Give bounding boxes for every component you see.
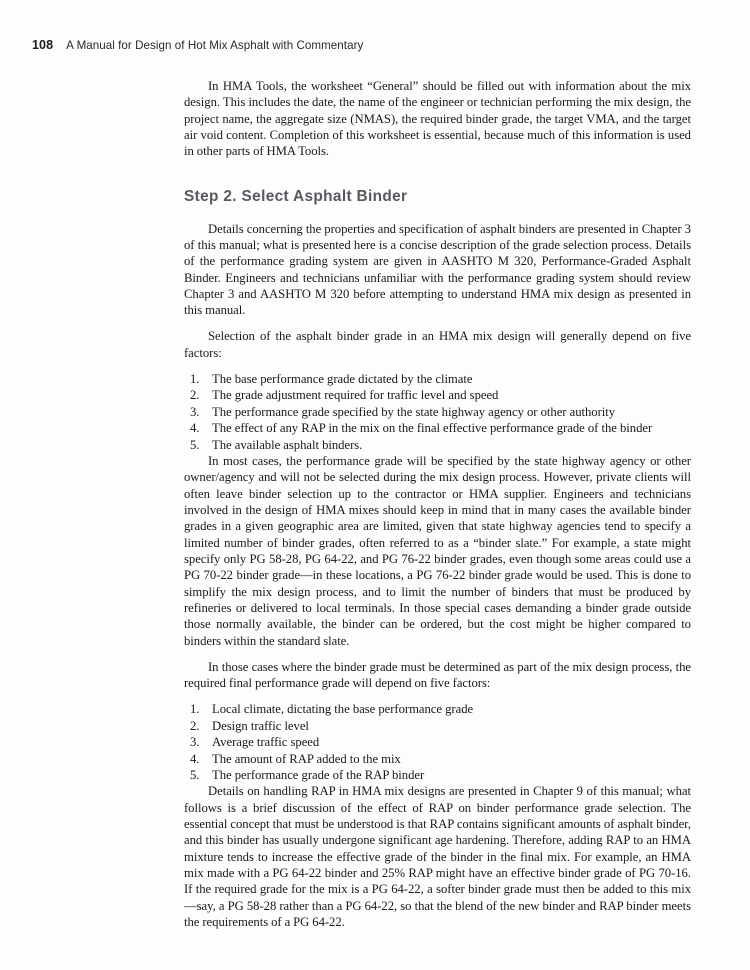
list-item-number: 1. [190,702,200,717]
list-item-text: The amount of RAP added to the mix [212,751,401,766]
paragraph-most-cases: In most cases, the performance grade will be specified by the state highway agency or other owner/agency and will not be selected during the mix design process. However, private clients will often leave binder selection up to the contractor or HMA supplier. Engineers and technicians involved in the design of HMA mixes should keep in mind that in many cases the available binder grades in a given geographic area are limited, given that state highway agencies tend to specify a limited number of binder grades, often referred to as a “binder slate.” For example, a state might specify only PG 58-28, PG 64-22, and PG 76-22 binder grades, even though some areas could use a PG 70-22 binder grade—in these locations, a PG 76-22 binder grade would be used. This is done to simplify the mix design process, and to limit the number of binders that must be produced by refineries or delivered to local terminals. In those special cases demanding a binder grade outside those normally available, the binder can be ordered, but the cost might be higher compared to binders within the standard slate. [184,454,691,648]
factors-list-final-grade [184,701,691,783]
list-item-text: The available asphalt binders. [212,437,363,452]
list-item-text: The grade adjustment required for traffic level and speed [212,388,499,403]
list-item [184,718,691,734]
paragraph-rap-handling: Details on handling RAP in HMA mix designs are presented in Chapter 9 of this manual; what follows is a brief discussion of the effect of RAP on binder performance grade selection. The essential concept that must be understood is that RAP contains significant amounts of asphalt binder, and this binder has usually undergone significant age hardening. Therefore, adding RAP to an HMA mixture tends to increase the effective grade of the binder in the final mix. For example, an HMA mix made with a PG 64-22 binder and 25% RAP might have an effective binder grade of PG 70-16. If the required grade for the mix is a PG 64-22, a softer binder grade must then be added to this mix—say, a PG 58-28 rather than a PG 64-22, so that the blend of the new binder and RAP binder meets the requirements of a PG 64-22. [184,784,691,930]
list-item [184,751,691,767]
section-heading-block [184,187,691,206]
list-item [184,767,691,783]
list-item [184,734,691,750]
paragraph-binder-details: Details concerning the properties and specification of asphalt binders are presented in Chapter 3 of this manual; what is presented here is a concise description of the grade selection process. Details of the performance grading system are given in AASHTO M 320, Performance-Graded Asphalt Binder. Engineers and technicians unfamiliar with the performance grading system should review Chapter 3 and AASHTO M 320 before attempting to understand HMA mix design as presented in this manual. [184,221,691,318]
list-item-text: The effect of any RAP in the mix on the final effective performance grade of the binder [212,421,653,436]
list-item [184,701,691,717]
list-item-text: Design traffic level [212,718,309,733]
list-item [184,420,691,436]
factors-list-binder-grade [184,371,691,453]
running-head [32,38,718,52]
list-item-number: 2. [190,388,200,403]
list-item-number: 1. [190,371,200,386]
list-item [184,387,691,403]
list-item [184,437,691,453]
running-head-title: A Manual for Design of Hot Mix Asphalt with Commentary [66,39,364,52]
list-item-text: The performance grade specified by the state highway agency or other authority [212,404,616,419]
section-heading-step-2: Step 2. Select Asphalt Binder [184,187,408,205]
text-column [184,78,691,930]
paragraph-hma-tools-general: In HMA Tools, the worksheet “General” should be filled out with information about the mix design. This includes the date, the name of the engineer or technician performing the mix design, the project name, the aggregate size (NMAS), the required binder grade, the target VMA, and the target air void content. Completion of this worksheet is essential, because much of this information is used in other parts of HMA Tools. [184,79,691,159]
list-item-number: 4. [190,421,200,436]
list-item-number: 4. [190,751,200,766]
list-item-text: Average traffic speed [212,735,320,750]
list-item [184,371,691,387]
paragraph-list2-intro: In those cases where the binder grade must be determined as part of the mix design process, the required final performance grade will depend on five factors: [184,659,691,690]
list-item-number: 3. [190,735,200,750]
list-item [184,404,691,420]
list-item-number: 5. [190,437,200,452]
list-item-number: 2. [190,718,200,733]
list-item-text: Local climate, dictating the base performance grade [212,702,474,717]
list-item-text: The base performance grade dictated by the climate [212,371,473,386]
page-number: 108 [32,38,54,52]
paragraph-list1-intro: Selection of the asphalt binder grade in an HMA mix design will generally depend on five factors: [184,329,691,360]
list-item-number: 3. [190,404,200,419]
list-item-number: 5. [190,767,200,782]
list-item-text: The performance grade of the RAP binder [212,767,425,782]
